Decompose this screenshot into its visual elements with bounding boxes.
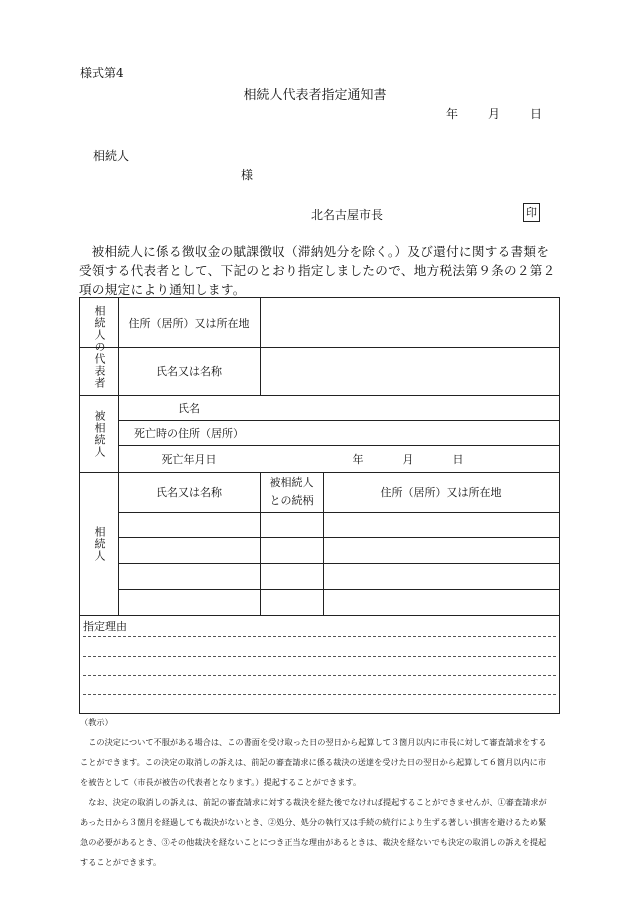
notice-body: 被相続人に係る徴収金の賦課徴収（滞納処分を除く。）及び還付に関する書類を受領する代表者として、下記のとおり指定しましたので、地方税法第９条の２第２項の規定により通知します。 [79, 244, 556, 297]
reason-line [83, 636, 556, 637]
reason-label: 指定理由 [83, 620, 127, 633]
rule [118, 589, 559, 590]
instructions-paragraph-1: この決定について不服がある場合は、この書面を受け取った日の翌日から起算して３箇月以内に市長に対して審査請求をすることができます。この決定の取消しの訴えは、前記の審査請求に係る裁決の送達を受けた日の翌日から起算して６箇月以内に市を被告として（市長が被告の代表者となります。）提起することができます。 [80, 737, 547, 787]
heirs-col-name: 氏名又は名称 [156, 486, 222, 499]
death-day: 日 [452, 452, 464, 466]
death-year: 年 [352, 452, 364, 466]
rep-address-label: 住所（居所）又は所在地 [128, 316, 250, 330]
deceased-group-label: 被相続人 [93, 409, 106, 458]
rep-group-label: 相続人の代表者 [93, 304, 106, 389]
heirs-col-relation: 被相続人 との続柄 [269, 476, 314, 507]
date-day: 日 [530, 107, 543, 121]
date-year: 年 [446, 107, 459, 121]
reason-line [83, 675, 556, 676]
honorific: 様 [241, 168, 254, 182]
reason-line [83, 656, 556, 657]
recipient-label: 相続人 [93, 149, 130, 163]
issue-date [446, 105, 542, 122]
heirs-col-address: 住所（居所）又は所在地 [380, 486, 502, 499]
death-month: 月 [402, 452, 414, 466]
instructions [80, 712, 550, 872]
deceased-name-label: 氏名 [178, 401, 200, 415]
rule [118, 537, 559, 538]
reason-line [83, 694, 556, 695]
rule [118, 512, 559, 513]
issuer: 北名古屋市長 [311, 208, 384, 222]
instructions-heading: （教示） [80, 717, 113, 727]
instructions-paragraph-2: なお、決定の取消しの訴えは、前記の審査請求に対する裁決を経た後でなければ提起することができませんが、①審査請求があった日から３箇月を経過しても裁決がないとき、②処分、処分の執行又は手続の続行により生ずる著しい損害を避けるため緊急の必要があるとき、③その他裁決を経ないことにつき正当な理由があるときは、裁決を経ないでも決定の取消しの訴えを提起することができます。 [80, 797, 547, 867]
document-title: 相続人代表者指定通知書 [243, 88, 387, 103]
rep-name-label: 氏名又は名称 [156, 365, 222, 378]
rule [80, 615, 559, 616]
seal-mark: 印 [523, 203, 540, 222]
date-month: 月 [488, 107, 501, 121]
death-date-label: 死亡年月日 [161, 452, 217, 466]
rule [118, 563, 559, 564]
designation-form [79, 297, 560, 714]
form-number: 様式第4 [80, 66, 124, 80]
deceased-address-label: 死亡時の住所（居所） [134, 426, 244, 440]
rule [260, 298, 261, 395]
heirs-group-label: 相続人 [93, 525, 106, 562]
